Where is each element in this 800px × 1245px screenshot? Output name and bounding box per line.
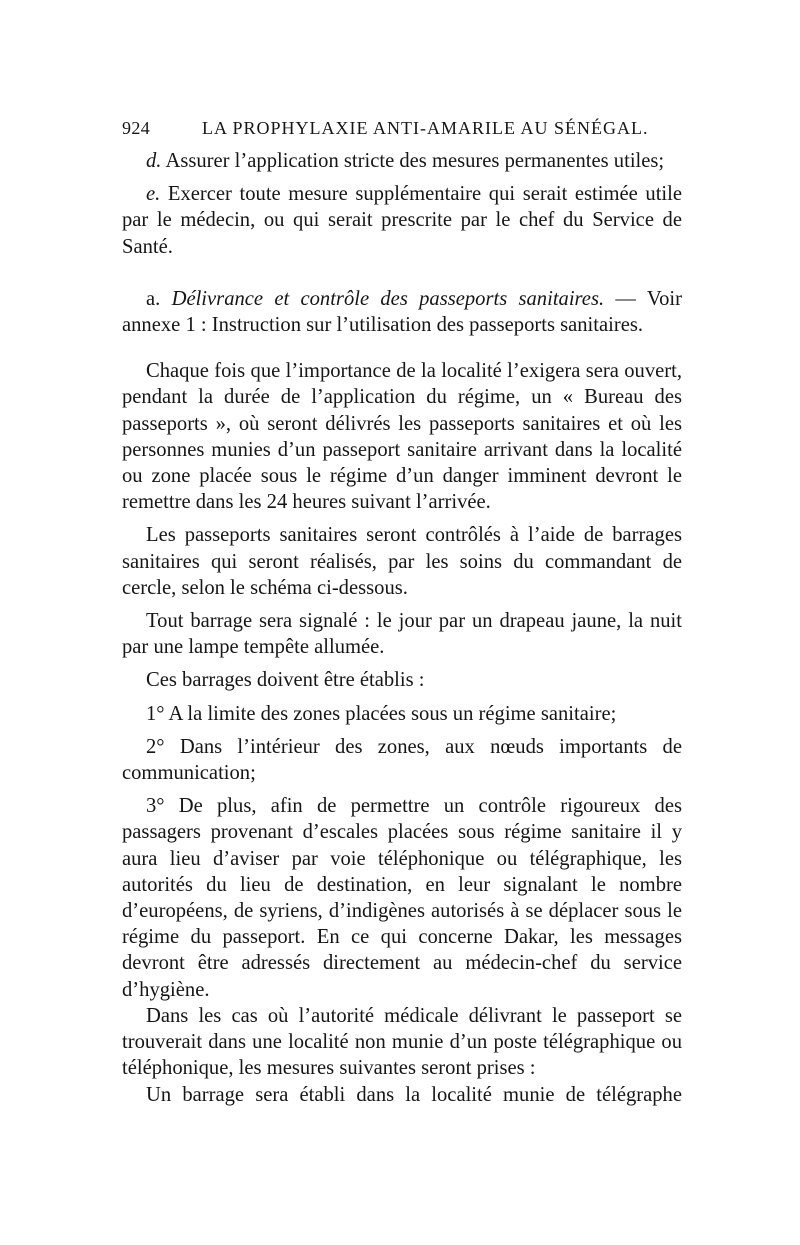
paragraph-d-label: d. (146, 150, 162, 172)
paragraph-barrage-telegraphe: Un barrage sera établi dans la localité munie de télégraphe (146, 1083, 682, 1106)
book-page (122, 118, 682, 1108)
running-title: LA PROPHYLAXIE ANTI-AMARILE AU SÉNÉGAL. (202, 118, 649, 138)
page-number: 924 (122, 118, 151, 138)
paragraph-signal-barrage: Tout barrage sera signalé : le jour par un drapeau jaune, la nuit par une lampe tempête allumée. (122, 610, 682, 659)
paragraph-d (122, 148, 682, 174)
list-item-1: 1° A la limite des zones placées sous un régime sanitaire; (146, 702, 617, 725)
list-item-3: 3° De plus, afin de permettre un contrôle rigoureux des passagers provenant d’escales placées sous régime sanitaire il y aura lieu d’aviser par voie téléphonique ou télégraphique, les autorités du lieu de destination, en leur signalant le nombre d’européens, de syriens, d’indigènes autorisés à se déplacer sous le régime du passeport. En ce qui concerne Dakar, les messages devront être adressés directement au médecin-chef du service d’hygiène. (122, 795, 682, 1001)
running-header (122, 118, 682, 148)
section-a-text: — Voir annexe 1 : Instruction sur l’utilisation des passeports sanitaires. (122, 287, 682, 337)
section-a-title: Délivrance et contrôle des passeports sanitaires. (171, 287, 605, 310)
paragraph-e-text: Exercer toute mesure supplémentaire qui serait estimée utile par le médecin, ou qui serait prescrite par le chef du Service de Santé. (122, 183, 682, 258)
paragraph-etablissement: Ces barrages doivent être établis : (146, 669, 425, 692)
section-a-label: a. (146, 287, 161, 310)
paragraph-bureau-passeports: Chaque fois que l’importance de la localité l’exigera sera ouvert, pendant la durée de l’application du régime, un « Bureau des passeports », où seront délivrés les passeports sanitaires et où les personnes munies d’un passeport sanitaire arrivant dans la localité ou zone placée sous le régime d’un danger imminent devront le remettre dans les 24 heures suivant l’arrivée. (122, 360, 682, 514)
paragraph-controle-barrages: Les passeports sanitaires seront contrôlés à l’aide de barrages sanitaires qui seront réalisés, par les soins du commandant de cercle, selon le schéma ci-dessous. (122, 524, 682, 599)
paragraph-e-label: e. (146, 183, 161, 206)
paragraph-autorite-medicale: Dans les cas où l’autorité médicale délivrant le passeport se trouverait dans une localité non munie d’un poste télégraphique ou téléphonique, les mesures suivantes seront prises : (122, 1004, 682, 1080)
paragraph-d-text: Assurer l’application stricte des mesures permanentes utiles; (165, 150, 665, 172)
list-item-2: 2° Dans l’intérieur des zones, aux nœuds importants de communication; (122, 735, 682, 785)
section-a-heading (122, 286, 682, 338)
paragraph-e (122, 181, 682, 260)
